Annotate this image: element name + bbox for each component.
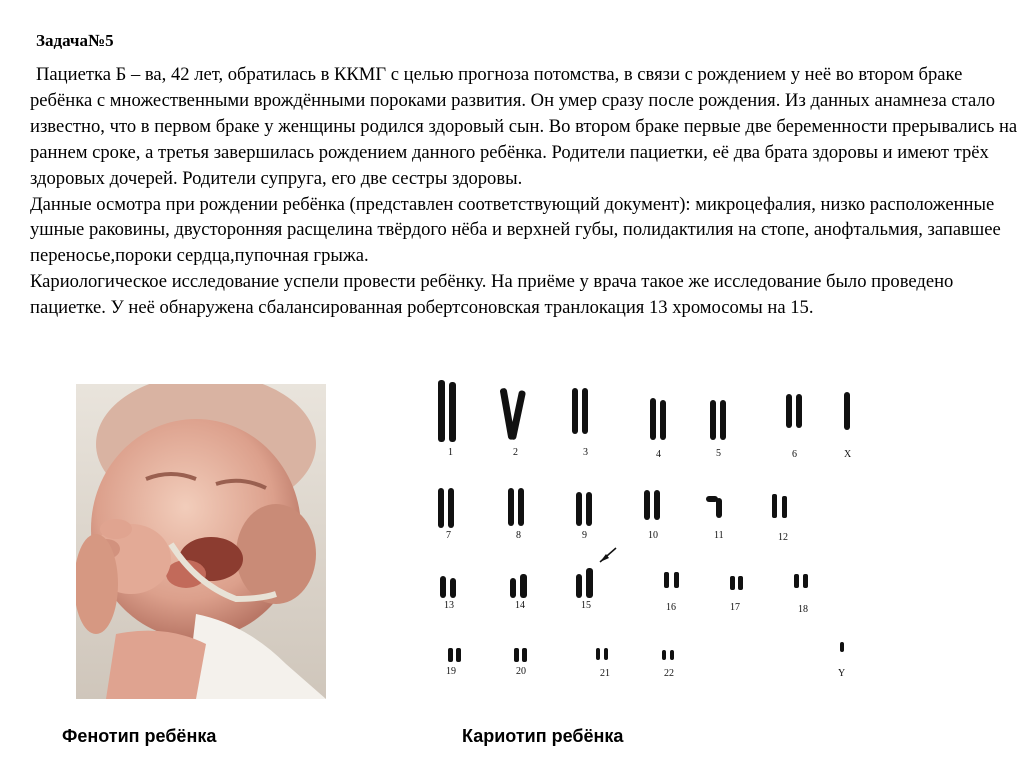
karyotype-label: 20 <box>516 666 526 677</box>
karyotype-image <box>420 372 890 692</box>
karyotype-label: 19 <box>446 666 456 677</box>
paragraph-examination: Данные осмотра при рождении ребёнка (представлен соответствующий документ): микроцефалия, низко расположенные ушные раковины, двусторонняя расщелина твёрдого нёба и верхней губы, полидактилия на стопе, анофтальмия, запавшее переносье,пороки сердца,пупочная грыжа. <box>30 193 1001 267</box>
paragraph-anamnesis: Пациетка Б – ва, 42 лет, обратилась в ККМГ с целью прогноза потомства, в связи с рождением у неё во втором браке ребёнка с множественными врождёнными пороками развития. Он умер сразу после рождения. Из данных анамнеза стало известно, что в первом браке у женщины родился здоровый сын. Во втором браке первые две беременности прерывались на раннем сроке, а третья завершилась рождением данного ребёнка. Родители пациетки, её два брата здоровы и имеют трёх здоровых дочерей. Родители супруга, его две сестры здоровы. <box>30 64 1018 189</box>
karyotype-label: 4 <box>656 449 661 460</box>
karyotype-label: 18 <box>798 604 808 615</box>
phenotype-caption: Фенотип ребёнка <box>62 726 217 746</box>
paragraph-karyology: Кариологическое исследование успели провести ребёнку. На приёме у врача такое же исследование было проведено пациетке. У неё обнаружена сбалансированная робертсоновская транлокация 13 хромосомы на 15. <box>30 271 954 319</box>
task-title: Задача№5 <box>36 31 114 50</box>
karyotype-label: 13 <box>444 600 454 611</box>
karyotype-label: Y <box>838 668 846 679</box>
karyotype-label: 9 <box>582 530 587 541</box>
karyotype-label: 22 <box>664 668 674 679</box>
task-description <box>30 62 1020 321</box>
karyotype-label: 21 <box>600 668 610 679</box>
karyotype-label: 11 <box>714 530 724 541</box>
karyotype-label: 14 <box>515 600 525 611</box>
karyotype-caption: Кариотип ребёнка <box>462 726 624 746</box>
karyotype-label: 8 <box>516 530 521 541</box>
karyotype-label: 17 <box>730 602 740 613</box>
karyotype-label: 5 <box>716 448 721 459</box>
karyotype-label: 12 <box>778 532 788 543</box>
karyotype-label: 15 <box>581 600 591 611</box>
karyotype-label: 6 <box>792 449 797 460</box>
karyotype-label: 1 <box>448 447 453 458</box>
karyotype-label: 2 <box>513 447 518 458</box>
karyotype-label: 7 <box>446 530 451 541</box>
newborn-phenotype-photo <box>76 384 326 699</box>
karyotype-label: 3 <box>583 447 588 458</box>
karyotype-label: 10 <box>648 530 658 541</box>
karyotype-label: X <box>844 449 852 460</box>
karyotype-label: 16 <box>666 602 676 613</box>
